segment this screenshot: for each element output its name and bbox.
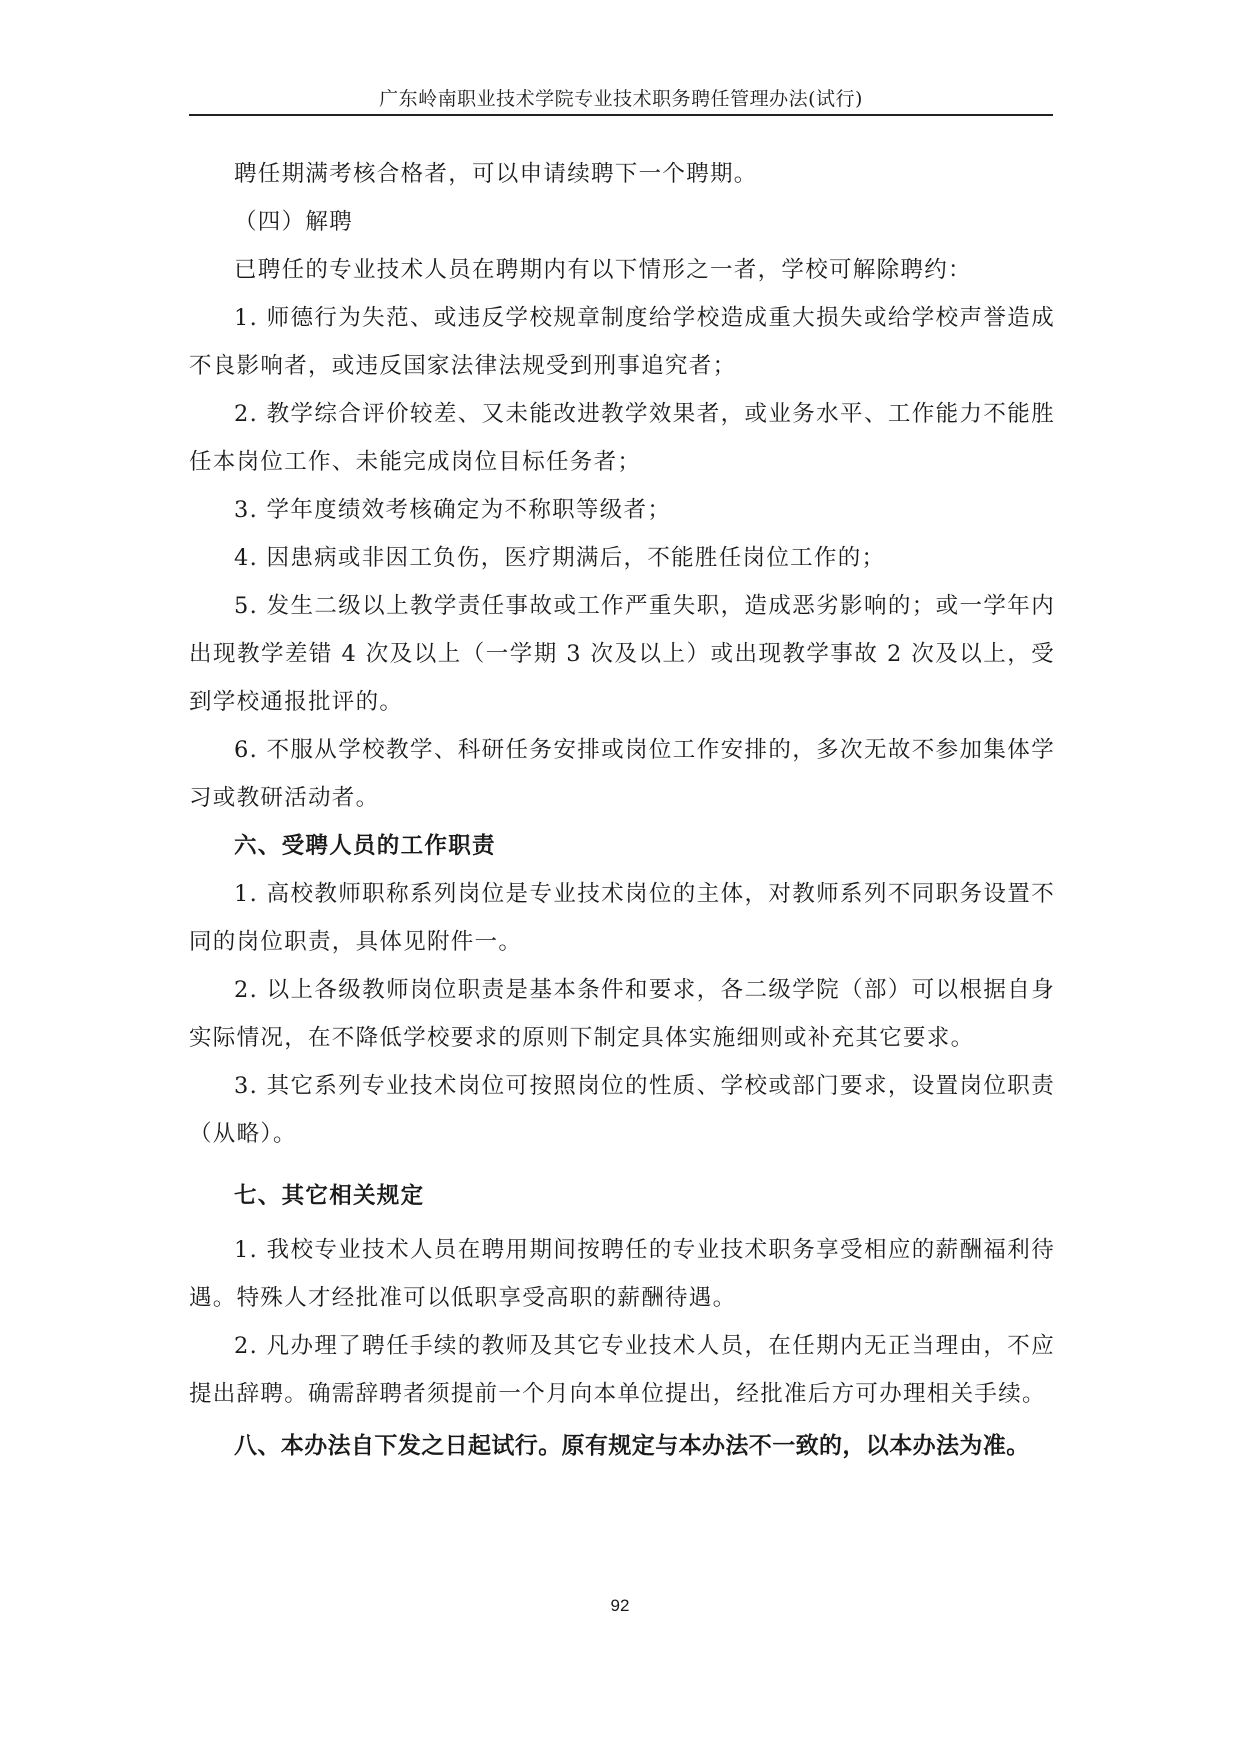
section-heading: 六、受聘人员的工作职责: [234, 833, 496, 859]
header-rule: [189, 114, 1053, 116]
section-heading: 七、其它相关规定: [234, 1183, 425, 1209]
paragraph: 已聘任的专业技术人员在聘期内有以下情形之一者，学校可解除聘约：: [234, 257, 972, 283]
list-item: 3. 学年度绩效考核确定为不称职等级者；: [234, 497, 672, 523]
list-item: 2. 教学综合评价较差、又未能改进教学效果者，或业务水平、工作能力不能胜任本岗位工作、未能完成岗位目标任务者；: [189, 401, 1055, 475]
list-item: 2. 凡办理了聘任手续的教师及其它专业技术人员，在任期内无正当理由，不应提出辞聘。确需辞聘者须提前一个月向本单位提出，经批准后方可办理相关手续。: [189, 1333, 1055, 1407]
list-item: 1. 师德行为失范、或违反学校规章制度给学校造成重大损失或给学校声誉造成不良影响者，或违反国家法律法规受到刑事追究者；: [189, 305, 1055, 379]
list-item: 1. 我校专业技术人员在聘用期间按聘任的专业技术职务享受相应的薪酬福利待遇。特殊人才经批准可以低职享受高职的薪酬待遇。: [189, 1237, 1055, 1311]
list-item: 1. 高校教师职称系列岗位是专业技术岗位的主体，对教师系列不同职务设置不同的岗位职责，具体见附件一。: [189, 881, 1055, 955]
running-header: 广东岭南职业技术学院专业技术职务聘任管理办法(试行): [379, 88, 863, 110]
list-item: 4. 因患病或非因工负伤，医疗期满后，不能胜任岗位工作的；: [234, 545, 886, 571]
page-number: 92: [610, 1596, 630, 1615]
spacer: [189, 1158, 1055, 1172]
list-item: 6. 不服从学校教学、科研任务安排或岗位工作安排的，多次无故不参加集体学习或教研活动者。: [189, 737, 1055, 811]
page-body: [189, 150, 1055, 1470]
section-heading: 八、本办法自下发之日起试行。原有规定与本办法不一致的，以本办法为准。: [234, 1433, 1030, 1459]
list-item: 2. 以上各级教师岗位职责是基本条件和要求，各二级学院（部）可以根据自身实际情况，在不降低学校要求的原则下制定具体实施细则或补充其它要求。: [189, 977, 1055, 1051]
list-item: 3. 其它系列专业技术岗位可按照岗位的性质、学校或部门要求，设置岗位职责（从略）。: [189, 1073, 1055, 1147]
subsection-heading: （四）解聘: [234, 209, 354, 235]
list-item: 5. 发生二级以上教学责任事故或工作严重失职，造成恶劣影响的；或一学年内出现教学差错 4 次及以上（一学期 3 次及以上）或出现教学事故 2 次及以上，受到学校通报批评的。: [189, 593, 1055, 715]
paragraph: 聘任期满考核合格者，可以申请续聘下一个聘期。: [234, 161, 758, 187]
